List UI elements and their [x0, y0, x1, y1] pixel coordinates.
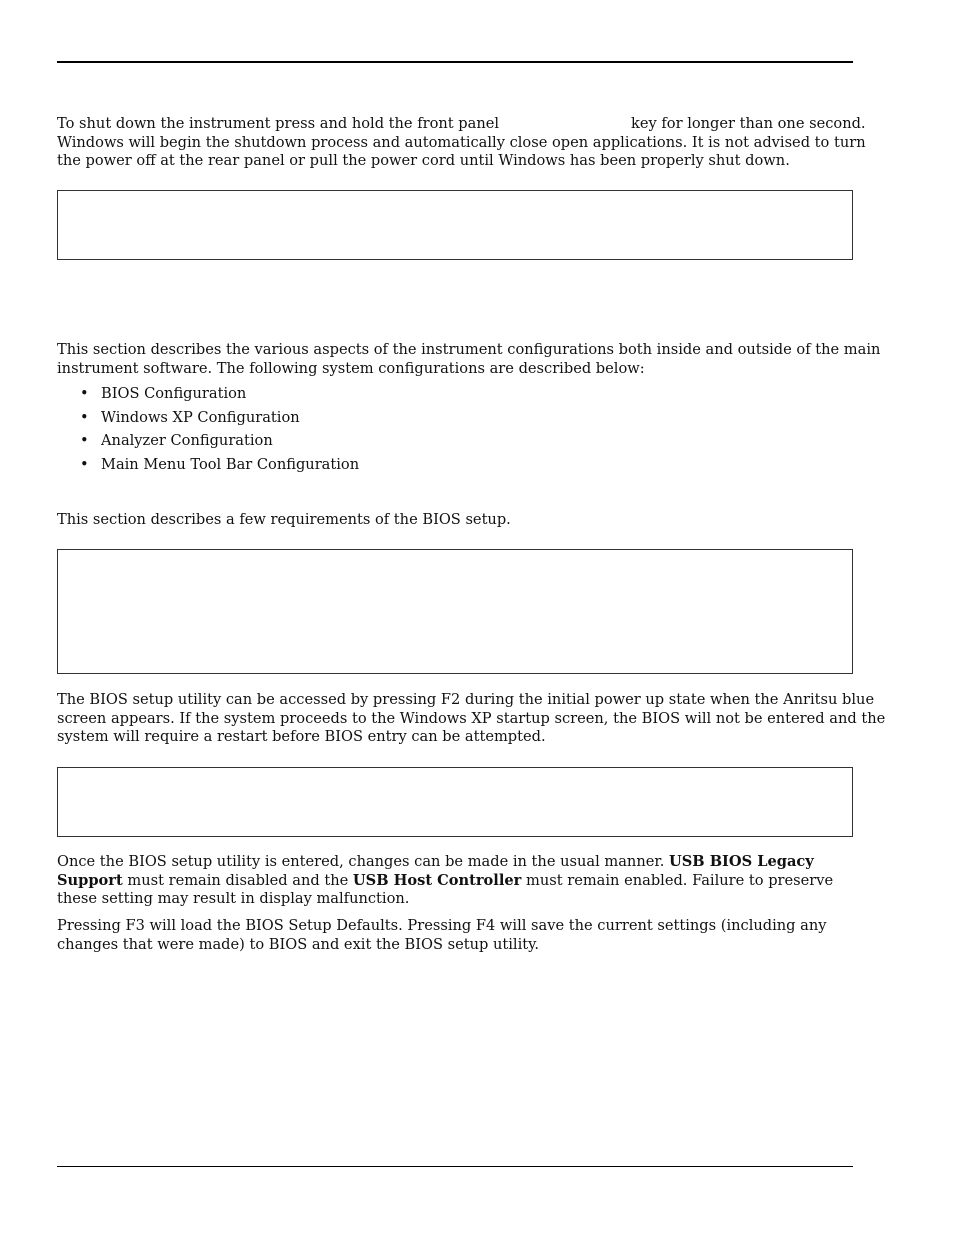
- note-box-bios: [57, 549, 853, 674]
- bios-access-line-3: system will require a restart before BIOS entry can be attempted.: [57, 728, 546, 745]
- bios-changes-paragraph: [57, 853, 853, 909]
- bullet-icon: •: [80, 432, 89, 449]
- config-intro-paragraph: [57, 341, 881, 378]
- bullet-icon: •: [80, 408, 89, 426]
- support-term: Support: [57, 871, 123, 889]
- bios-intro-paragraph: [57, 511, 853, 530]
- list-item-label: BIOS Configuration: [101, 385, 247, 402]
- note-box-shutdown: [57, 190, 853, 260]
- list-item-label: Analyzer Configuration: [101, 432, 273, 449]
- shutdown-line-3: the power off at the rear panel or pull the power cord until Windows has been properly shut down.: [57, 152, 790, 169]
- shutdown-paragraph: [57, 115, 866, 171]
- bios-access-line-2: screen appears. If the system proceeds to the Windows XP startup screen, the BIOS will not be entered and the: [57, 709, 886, 727]
- shutdown-line-1-start: To shut down the instrument press and hold the front panel: [57, 115, 500, 132]
- bios-changes-line-3: these setting may result in display malfunction.: [57, 890, 410, 907]
- bios-changes-line-1: [57, 853, 853, 872]
- header-rule: [57, 61, 853, 63]
- config-intro-line-2: instrument software. The following system configurations are described below:: [57, 359, 645, 377]
- list-item-label: Main Menu Tool Bar Configuration: [101, 455, 360, 473]
- bios-changes-text-1: Once the BIOS setup utility is entered, changes can be made in the usual manner.: [57, 853, 665, 870]
- shutdown-line-1-end: key for longer than one second.: [631, 115, 866, 132]
- footer-rule: [57, 1166, 853, 1167]
- bios-defaults-line-2: changes that were made) to BIOS and exit the BIOS setup utility.: [57, 935, 540, 953]
- bios-changes-line-2: [57, 872, 853, 891]
- usb-bios-legacy-term: USB BIOS Legacy: [669, 853, 814, 870]
- bios-access-line-1: The BIOS setup utility can be accessed by pressing F2 during the initial power up state when the Anritsu blue: [57, 691, 875, 708]
- bios-changes-text-2: must remain disabled and the: [127, 871, 349, 889]
- bios-access-paragraph: [57, 691, 886, 747]
- bios-changes-text-3: must remain enabled. Failure to preserve: [526, 871, 834, 889]
- config-intro-line-1: This section describes the various aspects of the instrument configurations both inside and outside of the main: [57, 341, 881, 358]
- note-box-bios-entry: [57, 767, 853, 837]
- shutdown-line-1: [57, 115, 866, 134]
- list-item-label: Windows XP Configuration: [101, 408, 300, 426]
- usb-host-controller-term: USB Host Controller: [352, 871, 522, 889]
- bios-intro-line: This section describes a few requirements of the BIOS setup.: [57, 511, 511, 528]
- bullet-icon: •: [80, 385, 89, 402]
- shutdown-line-2: Windows will begin the shutdown process and automatically close open applications. It is not advised to turn: [57, 133, 866, 151]
- bios-defaults-paragraph: [57, 917, 853, 954]
- bios-defaults-line-1: Pressing F3 will load the BIOS Setup Defaults. Pressing F4 will save the current settings (including any: [57, 917, 827, 934]
- bullet-icon: •: [80, 455, 89, 473]
